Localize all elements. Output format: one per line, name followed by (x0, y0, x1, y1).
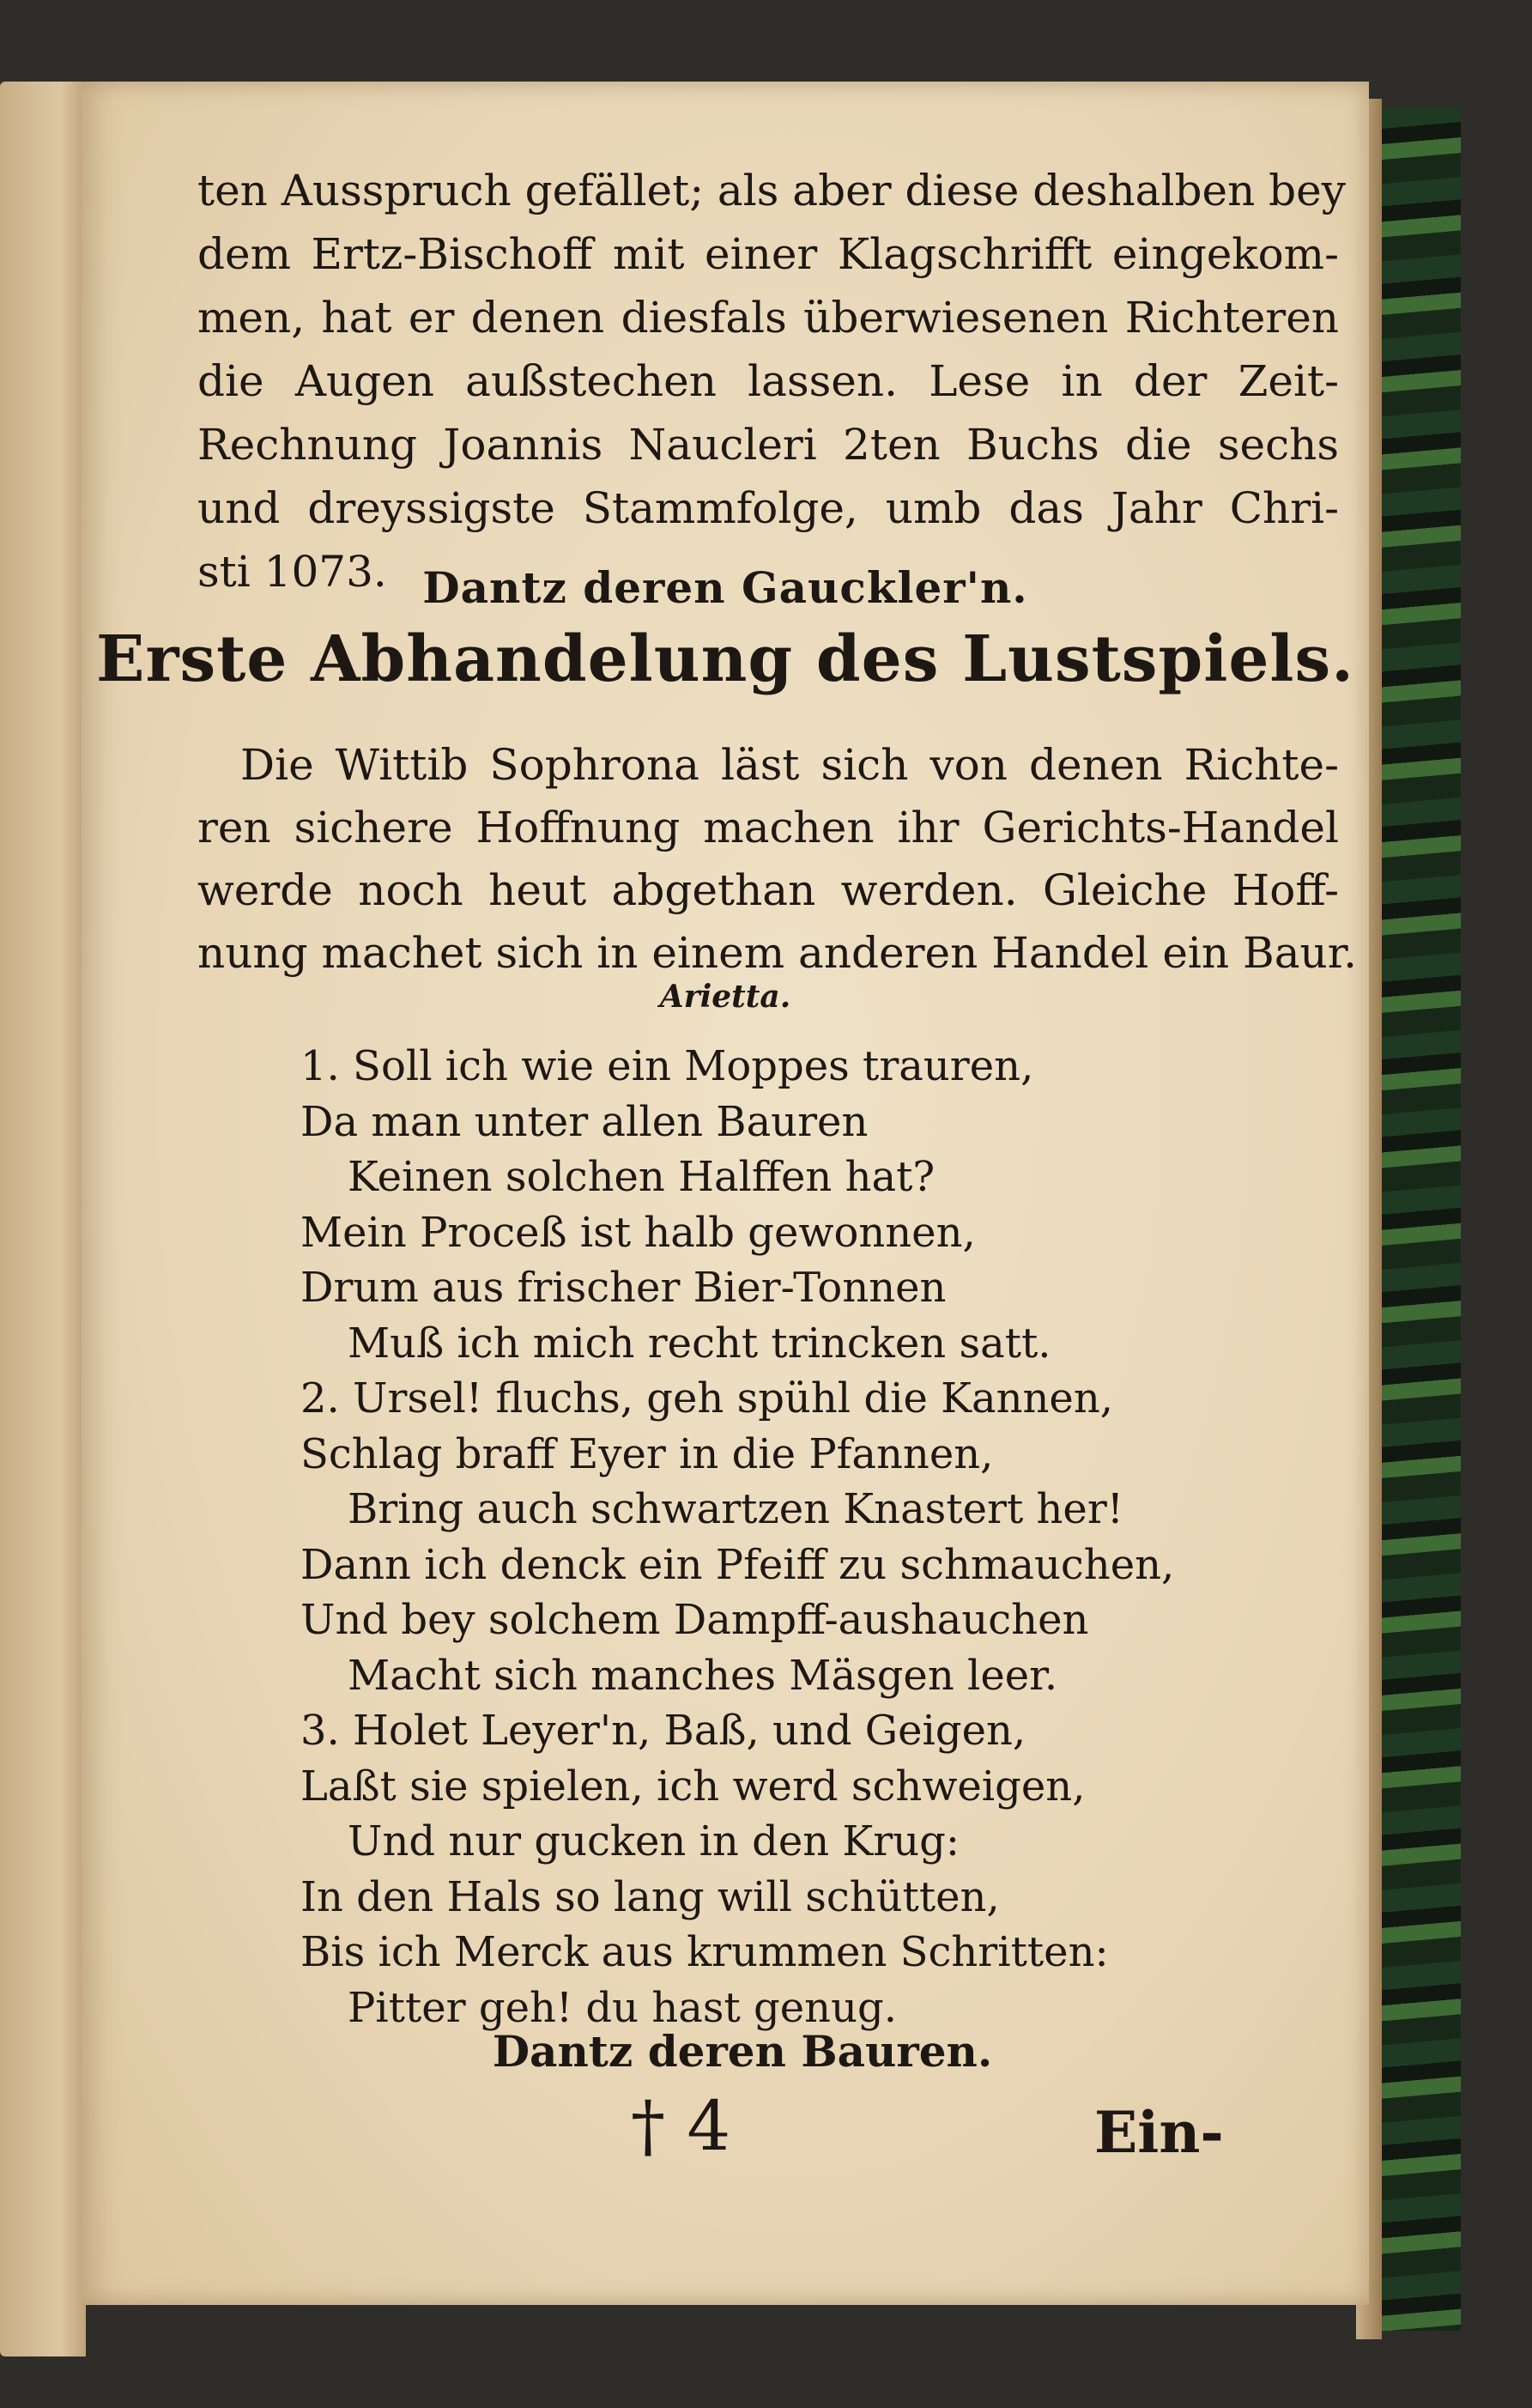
signature-mark: † 4 (631, 2086, 731, 2166)
verse-line: Da man unter allen Bauren (300, 1097, 869, 1146)
act-heading: Erste Abhandelung des Lustspiels. (96, 622, 1354, 696)
verse-line: Bis ich Merck aus krummen Schritten: (300, 1928, 1109, 1976)
text-line: dem Ertz-Bischoff mit einer Klagschrifft eingekom- (197, 229, 1339, 279)
text-line: men, hat er denen diesfals überwiesenen Richteren (197, 293, 1339, 343)
text-line: Rechnung Joannis Naucleri 2ten Buchs die sechs (197, 420, 1339, 470)
book-page (82, 82, 1369, 2305)
verse-line: Dann ich denck ein Pfeiff zu schmauchen, (300, 1540, 1175, 1589)
verse-line: Keinen solchen Halffen hat? (348, 1153, 936, 1201)
summary-line: werde noch heut abgethan werden. Gleiche Hoff- (197, 865, 1339, 915)
verse-line: Und nur gucken in den Krug: (348, 1817, 960, 1865)
verse-line: Drum aus frischer Bier-Tonnen (300, 1264, 947, 1312)
verse-line: Macht sich manches Mäsgen leer. (348, 1651, 1058, 1700)
verse-line: Und bey solchem Dampff-aushauchen (300, 1596, 1089, 1644)
verse-line: Mein Proceß ist halb gewonnen, (300, 1208, 976, 1257)
text-line: ten Ausspruch gefället; als aber diese deshalben bey (197, 166, 1347, 215)
summary-line: Die Wittib Sophrona läst sich von denen Richte- (240, 740, 1339, 790)
verse-line: 2. Ursel! fluchs, geh spühl die Kannen, (300, 1374, 1113, 1422)
arietta-label: Arietta. (659, 979, 791, 1015)
dance-heading: Dantz deren Gauckler'n. (422, 562, 1028, 613)
marbled-cover-edge (1369, 107, 1461, 2331)
verse-line: 3. Holet Leyer'n, Baß, und Geigen, (300, 1707, 1026, 1755)
verse-line: Schlag braff Eyer in die Pfannen, (300, 1429, 994, 1478)
scene-summary (197, 734, 1358, 985)
verse-line: In den Hals so lang will schütten, (300, 1872, 1000, 1921)
text-line: und dreyssigste Stammfolge, umb das Jahr Chri- (197, 483, 1339, 533)
text-line: sti 1073. (197, 547, 387, 597)
summary-line: nung machet sich in einem anderen Handel ein Baur. (197, 928, 1358, 978)
text-line: die Augen außstechen lassen. Lese in der Zeit- (197, 356, 1339, 406)
verse-line: Laßt sie spielen, ich werd schweigen, (300, 1762, 1086, 1811)
catchword: Ein- (1094, 2099, 1224, 2166)
arietta-verses (300, 1039, 1244, 2035)
top-paragraph (197, 159, 1347, 604)
dance-heading-bottom: Dantz deren Bauren. (492, 2026, 993, 2077)
verse-line: 1. Soll ich wie ein Moppes trauren, (300, 1042, 1034, 1090)
verse-line: Pitter geh! du hast genug. (348, 1983, 897, 2032)
verse-line: Bring auch schwartzen Knastert her! (348, 1485, 1124, 1533)
summary-line: ren sichere Hoffnung machen ihr Gerichts-Handel (197, 803, 1339, 852)
verse-line: Muß ich mich recht trincken satt. (348, 1319, 1051, 1368)
facing-page-edge (0, 82, 86, 2356)
